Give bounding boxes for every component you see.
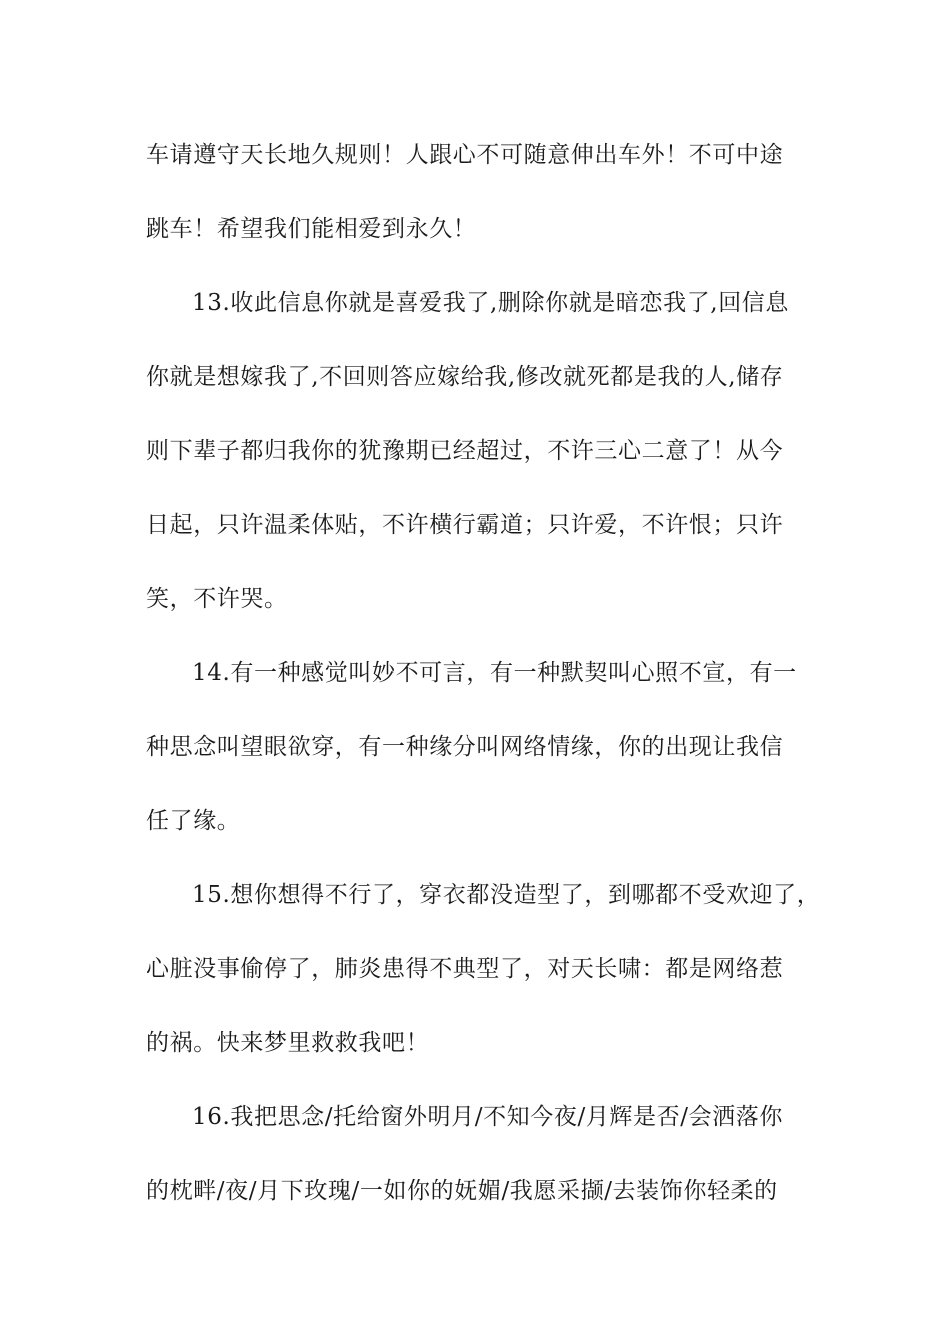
text-line: 种思念叫望眼欲穿，有一种缘分叫网络情缘，你的出现让我信 [146, 734, 784, 760]
text-line: 你就是想嫁我了,不回则答应嫁给我,修改就死都是我的人,储存 [146, 364, 784, 390]
text-line: 则下辈子都归我你的犹豫期已经超过，不许三心二意了！从今 [146, 438, 784, 464]
paragraph-14-start: 14.有一种感觉叫妙不可言，有一种默契叫心照不宣，有一 [192, 660, 797, 686]
paragraph-15-start: 15.想你想得不行了，穿衣都没造型了，到哪都不受欢迎了， [192, 882, 821, 908]
text-line: 日起，只许温柔体贴，不许横行霸道；只许爱，不许恨；只许 [146, 512, 784, 538]
text-line: 任了缘。 [146, 808, 241, 834]
text-line: 笑，不许哭。 [146, 586, 288, 612]
paragraph-16-start: 16.我把思念/托给窗外明月/不知今夜/月辉是否/会洒落你 [192, 1104, 783, 1130]
text-line: 的祸。快来梦里救救我吧！ [146, 1030, 430, 1056]
text-line: 跳车！希望我们能相爱到永久！ [146, 216, 477, 242]
text-line: 的枕畔/夜/月下玫瑰/一如你的妩媚/我愿采撷/去装饰你轻柔的 [146, 1178, 778, 1204]
paragraph-13-start: 13.收此信息你就是喜爱我了,删除你就是暗恋我了,回信息 [192, 290, 789, 316]
text-line: 车请遵守天长地久规则！人跟心不可随意伸出车外！不可中途 [146, 142, 784, 168]
text-line: 心脏没事偷停了，肺炎患得不典型了，对天长啸：都是网络惹 [146, 956, 784, 982]
